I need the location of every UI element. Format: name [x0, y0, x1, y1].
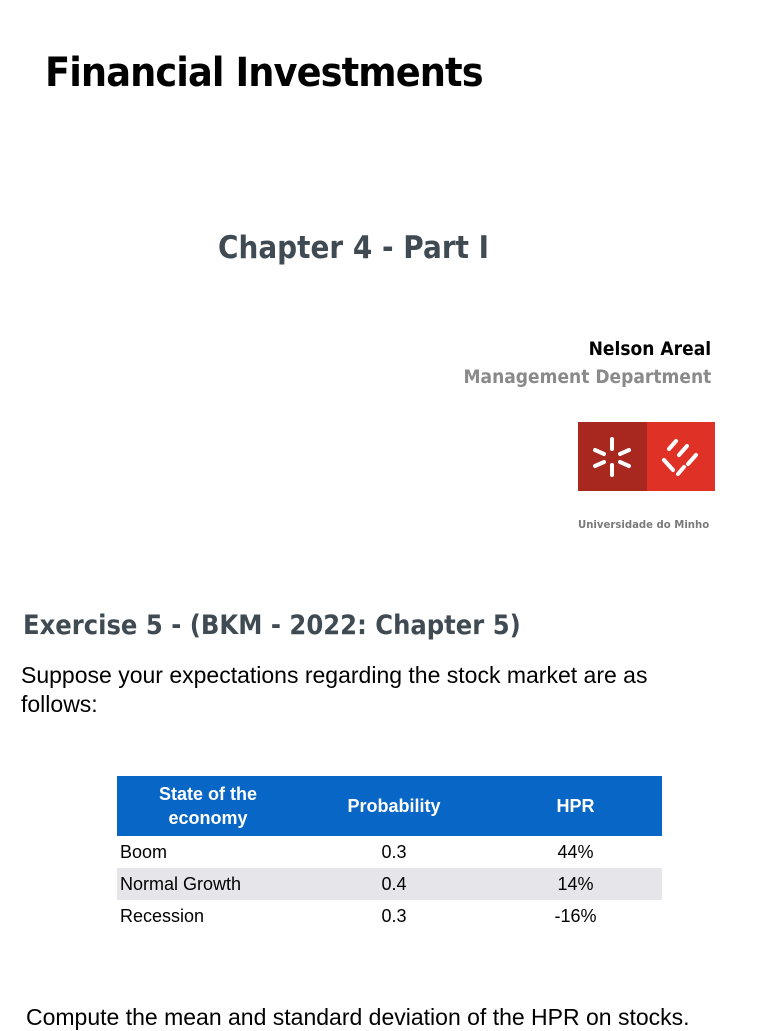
header-hpr: HPR [489, 776, 662, 836]
cell-hpr: 44% [557, 841, 594, 862]
university-logo-graphic [578, 422, 715, 491]
exercise-intro: Suppose your expectations regarding the stock market are as follows: [21, 662, 648, 717]
header-state: State of the economy [117, 776, 299, 836]
header-probability: Probability [299, 776, 489, 836]
table-row [117, 868, 662, 900]
cell-probability: 0.3 [381, 905, 407, 926]
cell-probability: 0.4 [299, 868, 489, 900]
chapter-heading: Chapter 4 - Part I [218, 230, 490, 266]
economy-table [117, 776, 662, 932]
exercise-title: Exercise 5 - (BKM - 2022: Chapter 5) [23, 610, 521, 641]
cell-hpr: 14% [489, 868, 662, 900]
author-name: Nelson Areal [588, 338, 711, 360]
department-name: Management Department [463, 366, 711, 388]
cell-state: Recession [120, 905, 205, 926]
cell-state: Boom [120, 841, 168, 862]
table-header-row [117, 776, 662, 836]
cell-hpr: -16% [554, 905, 597, 926]
table-row [117, 836, 662, 868]
cell-state: Normal Growth [117, 868, 299, 900]
table-row [117, 900, 662, 932]
cell-probability: 0.3 [381, 841, 407, 862]
document-title: Financial Investments [45, 50, 483, 96]
university-logo [578, 422, 715, 491]
exercise-question: Compute the mean and standard deviation of the HPR on stocks. [26, 1004, 690, 1030]
university-name: Universidade do Minho [578, 518, 710, 531]
